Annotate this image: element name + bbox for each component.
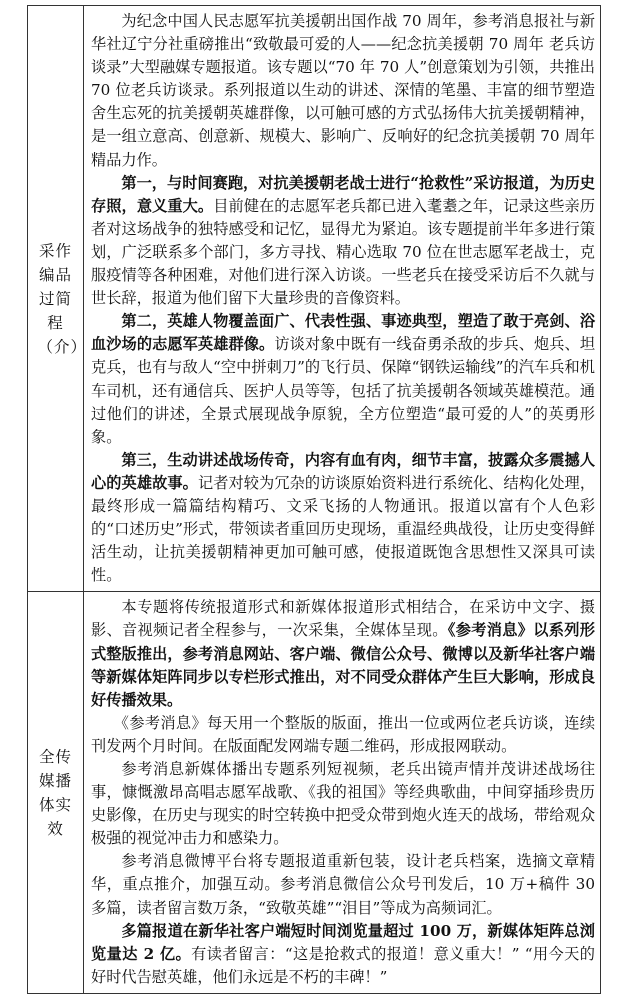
document-page [27, 5, 601, 994]
paragraph [91, 850, 595, 919]
text-run: 目前健在的志愿军老兵都已进入耄耋之年，记录这些亲历者对这场战争的独特感受和记忆，显得尤为紧迫。该专题提前半年多进行策划，广泛联系多个部门，多方寻找、精心选取 70 位在世志愿军老战士，克服疫情等各种困难，对他们进行深入访谈。一些老兵在接受采访后不久就与世长辞，报道为他们留下大量珍贵的音像资料。 [91, 196, 595, 308]
text-run: 本专题将传统报道形式和新媒体报道形式相结合，在采访中文字、摄影、音视频记者全程参与，一次采集，全媒体呈现。 [91, 598, 595, 640]
text-run: 参考消息微博平台将专题报道重新包装，设计老兵档案，选摘文章精华，重点推介，加强互动。参考消息微信公众号刊发后，10 万+稿件 30 多篇，读者留言数万条，“致敬英雄”“泪目”等成为高频词汇。 [91, 852, 595, 917]
row-label-cell [28, 592, 84, 994]
row-label: 采作编品过简程（介） [37, 241, 88, 356]
row-label: 全传媒播体实效 [38, 747, 72, 838]
paragraph [91, 712, 595, 758]
text-run: 为纪念中国人民志愿军抗美援朝出国作战 70 周年，参考消息报社与新华社辽宁分社重磅推出“致敬最可爱的人——纪念抗美援朝 70 周年 老兵访谈录”大型融媒专题报道。该专题以“70 年 70 人”创意策划为引领，共推出 70 位老兵访谈录。系列报道以生动的讲述、深情的笔墨、丰富的细节塑造舍生忘死的抗美援朝英雄群像，以可触可感的方式弘扬伟大抗美援朝精神，是一组立意高、创意新、规模大、影响广、反响好的纪念抗美援朝 70 周年精品力作。 [91, 12, 595, 169]
text-run: 访谈对象中既有一线奋勇杀敌的步兵、炮兵、坦克兵，也有与敌人“空中拼刺刀”的飞行员、保障“钢铁运输线”的汽车兵和机车司机，还有通信兵、医护人员等等，包括了抗美援朝各领域英雄模范。通过他们的讲述，全景式展现战争原貌，全方位塑造“最可爱的人”的英勇形象。 [91, 335, 596, 446]
bold-heading-run: 《参考消息》以系列形式整版推出，参考消息网站、客户端、微信公众号、微博以及新华社客户端等新媒体矩阵同步以专栏形式推出，对不同受众群体产生巨大影响，形成良好传播效果。 [91, 621, 595, 709]
row-label-cell [28, 6, 88, 592]
text-run: 有读者留言：“这是抢救式的报道！意义重大！” “用今天的好时代告慰英雄，他们永远是不朽的丰碑！” [91, 944, 595, 986]
paragraph [91, 920, 595, 989]
table-row [28, 592, 601, 994]
row-content-cell [84, 6, 601, 592]
bold-heading-run: 第三，生动讲述战场传奇，内容有血有肉，细节丰富，披露众多震撼人心的英雄故事。 [91, 450, 595, 492]
bold-heading-run: 多篇报道在新华社客户端短时间浏览量超过 100 万，新媒体矩阵总浏览量达 2 亿。 [91, 921, 595, 963]
paragraph [91, 10, 595, 172]
paragraph [91, 310, 595, 449]
table-row [28, 6, 601, 592]
paragraph [91, 758, 595, 850]
entry-form-table [27, 5, 601, 994]
bold-heading-run: 第一，与时间赛跑，对抗美援朝老战士进行“抢救性”采访报道，为历史存照，意义重大。 [91, 173, 595, 215]
paragraph [91, 449, 595, 588]
paragraph [91, 596, 595, 711]
bold-heading-run: 第二，英雄人物覆盖面广、代表性强、事迹典型，塑造了敢于亮剑、浴血沙场的志愿军英雄群像。 [91, 312, 595, 354]
row-content-cell [84, 592, 601, 994]
text-run: 记者对较为冗杂的访谈原始资料进行系统化、结构化处理，最终形成一篇篇结构精巧、文采飞扬的人物通讯。报道以富有个人色彩的“口述历史”形式，带领读者重回历史现场，重温经典战役，让历史变得鲜活生动，让抗美援朝精神更加可触可感，使报道既饱含思想性又深具可读性。 [91, 473, 596, 585]
text-run: 《参考消息》每天用一个整版的版面，推出一位或两位老兵访谈，连续刊发两个月时间。在版面配发网端专题二维码，形成报网联动。 [91, 713, 595, 755]
text-run: 参考消息新媒体播出专题系列短视频，老兵出镜声情并茂讲述战场往事，慷慨激昂高唱志愿军战歌、《我的祖国》等经典歌曲，中间穿插珍贵历史影像，在历史与现实的时空转换中把受众带到炮火连天的战场，带给观众极强的视觉冲击力和感染力。 [91, 760, 595, 848]
paragraph [91, 172, 595, 311]
